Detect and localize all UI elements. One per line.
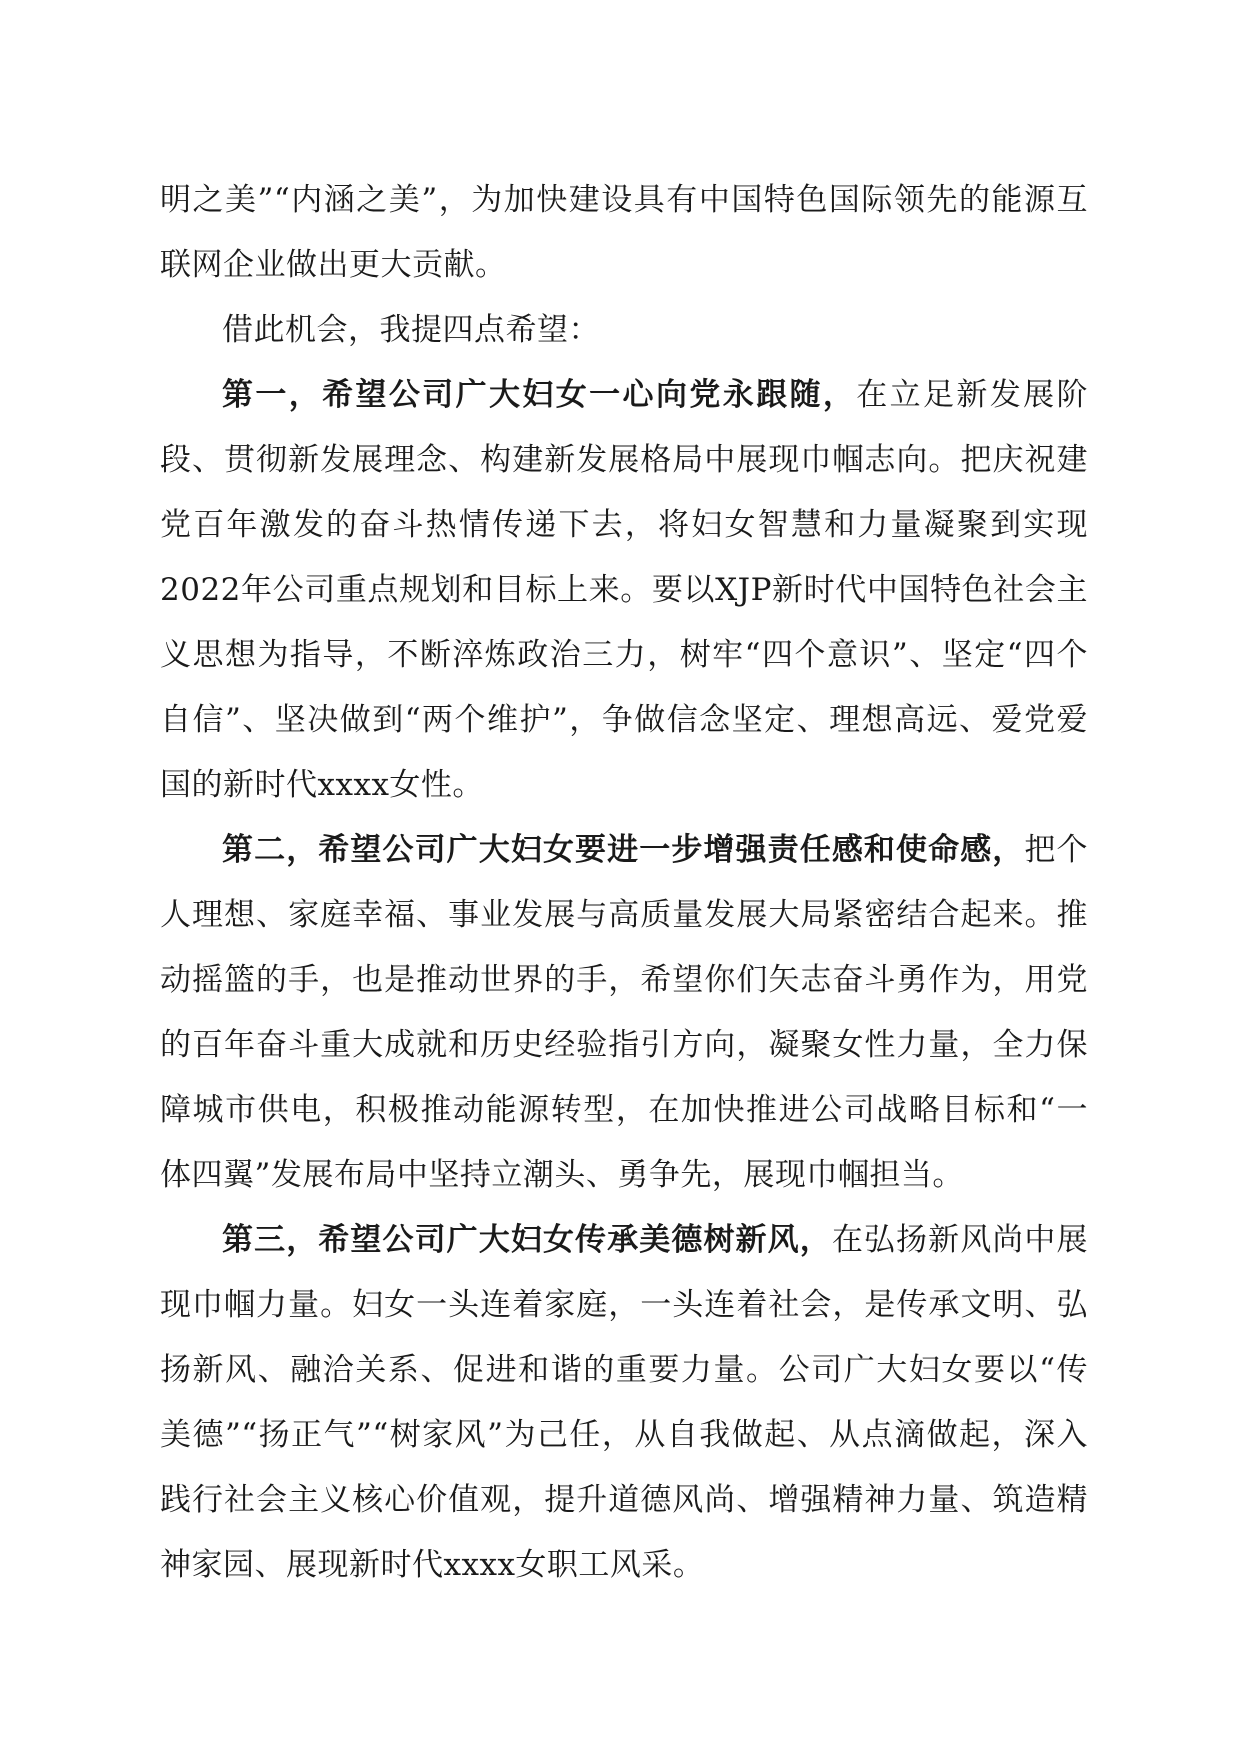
paragraph-text: 在立足新发展阶段、贯彻新发展理念、构建新发展格局中展现巾帼志向。把庆祝建党百年激发的奋斗热情传递下去，将妇女智慧和力量凝聚到实现2022年公司重点规划和目标上来。要以XJP新时代中国特色社会主义思想为指导，不断淬炼政治三力，树牢“四个意识”、坚定“四个自信”、坚决做到“两个维护”，争做信念坚定、理想高远、爱党爱国的新时代xxxx女性。	[160, 377, 1088, 803]
paragraph-hope-three	[160, 1208, 1088, 1598]
paragraph-text: 明之美”“内涵之美”，为加快建设具有中国特色国际领先的能源互联网企业做出更大贡献。	[160, 182, 1088, 283]
paragraph-intro-hopes	[160, 298, 1088, 363]
document-page	[160, 168, 1088, 1598]
paragraph-text: 把个人理想、家庭幸福、事业发展与高质量发展大局紧密结合起来。推动摇篮的手，也是推动世界的手，希望你们矢志奋斗勇作为，用党的百年奋斗重大成就和历史经验指引方向，凝聚女性力量，全力保障城市供电，积极推动能源转型，在加快推进公司战略目标和“一体四翼”发展布局中坚持立潮头、勇争先，展现巾帼担当。	[160, 832, 1089, 1193]
paragraph-lead-bold: 第三，希望公司广大妇女传承美德树新风，	[222, 1222, 832, 1258]
paragraph-text: 借此机会，我提四点希望：	[222, 312, 600, 348]
paragraph-lead-bold: 第二，希望公司广大妇女要进一步增强责任感和使命感，	[222, 832, 1025, 868]
paragraph-closing-fragment	[160, 168, 1088, 298]
paragraph-lead-bold: 第一，希望公司广大妇女一心向党永跟随，	[222, 377, 857, 413]
paragraph-hope-two	[160, 818, 1088, 1208]
paragraph-hope-one	[160, 363, 1088, 818]
paragraph-text: 在弘扬新风尚中展现巾帼力量。妇女一头连着家庭，一头连着社会，是传承文明、弘扬新风、融洽关系、促进和谐的重要力量。公司广大妇女要以“传美德”“扬正气”“树家风”为己任，从自我做起、从点滴做起，深入践行社会主义核心价值观，提升道德风尚、增强精神力量、筑造精神家园、展现新时代xxxx女职工风采。	[160, 1222, 1089, 1583]
